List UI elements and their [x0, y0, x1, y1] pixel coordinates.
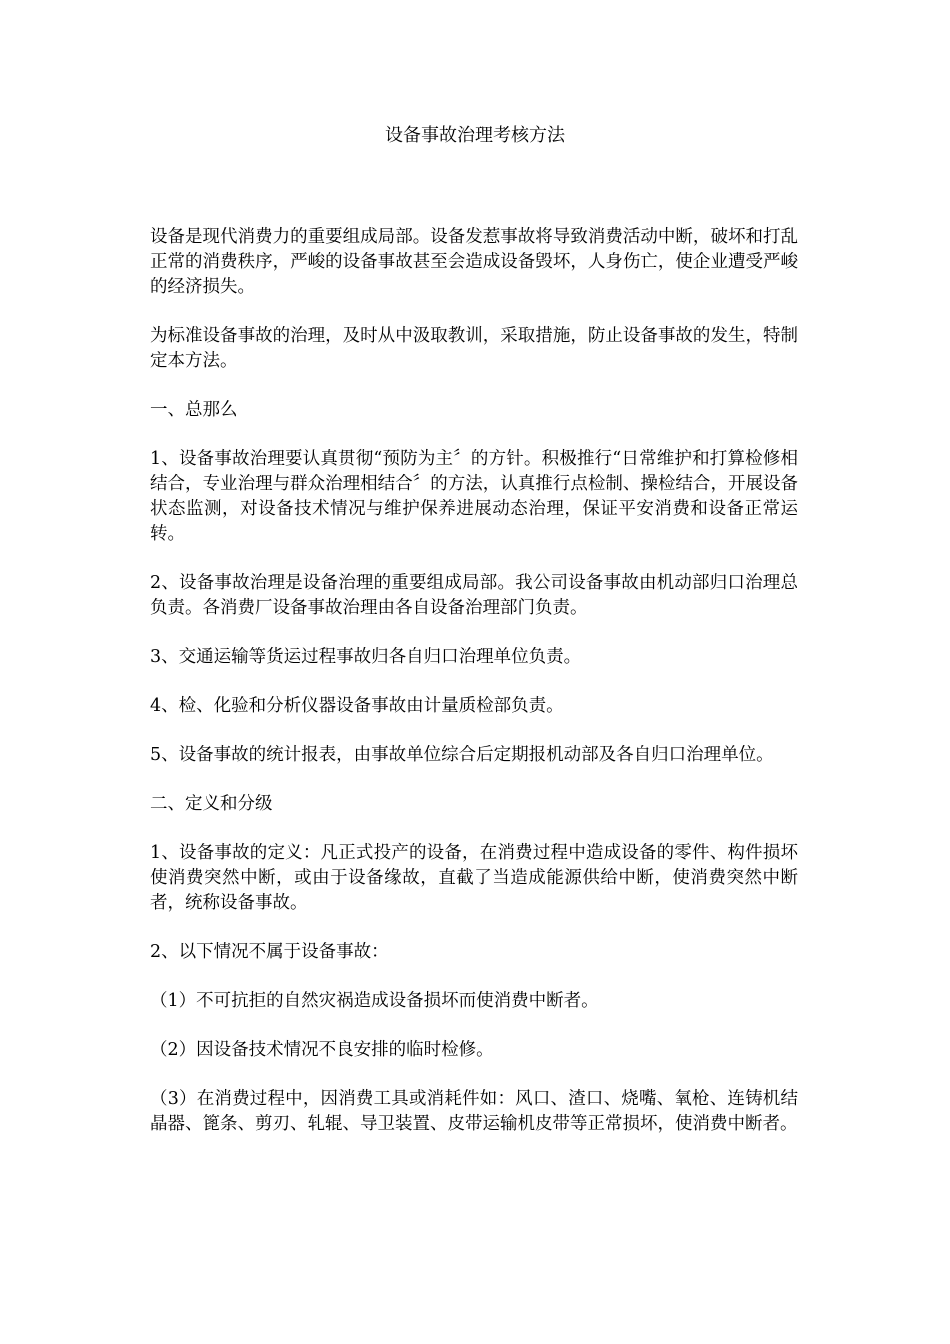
section-heading-general: 一、总那么 — [150, 400, 238, 420]
document-title: 设备事故治理考核方法 — [385, 125, 565, 146]
paragraph-general-4: 4、检、化验和分析仪器设备事故由计量质检部负责。 — [150, 696, 564, 716]
paragraph-general-5: 5、设备事故的统计报表，由事故单位综合后定期报机动部及各自归口治理单位。 — [150, 745, 774, 765]
list-item-exclusion-2: （2）因设备技术情况不良安排的临时检修。 — [150, 1040, 494, 1060]
paragraph-general-2: 2、设备事故治理是设备治理的重要组成局部。我公司设备事故由机动部归口治理总负责。各消费厂设备事故治理由各自设备治理部门负责。 — [150, 573, 798, 618]
section-heading-definition: 二、定义和分级 — [150, 794, 273, 814]
paragraph-general-3: 3、交通运输等货运过程事故归各自归口治理单位负责。 — [150, 647, 582, 667]
list-item-exclusion-1: （1）不可抗拒的自然灾祸造成设备损坏而使消费中断者。 — [150, 991, 599, 1011]
list-item-exclusion-3: （3）在消费过程中，因消费工具或消耗件如：风口、渣口、烧嘴、氧枪、连铸机结晶器、篦条、剪刃、轧辊、导卫装置、皮带运输机皮带等正常损坏，使消费中断者。 — [150, 1089, 798, 1134]
paragraph-intro: 设备是现代消费力的重要组成局部。设备发惹事故将导致消费活动中断，破坏和打乱正常的消费秩序，严峻的设备事故甚至会造成设备毁坏，人身伤亡，使企业遭受严峻的经济损失。 — [150, 227, 798, 297]
paragraph-definition-2: 2、以下情况不属于设备事故： — [150, 942, 389, 962]
paragraph-definition-1: 1、设备事故的定义：凡正式投产的设备，在消费过程中造成设备的零件、构件损坏使消费突然中断，或由于设备缘故，直截了当造成能源供给中断，使消费突然中断者，统称设备事故。 — [150, 843, 798, 913]
document-body — [150, 225, 798, 1161]
paragraph-purpose: 为标准设备事故的治理，及时从中汲取教训，采取措施，防止设备事故的发生，特制定本方法。 — [150, 326, 798, 371]
paragraph-general-1: 1、设备事故治理要认真贯彻“预防为主〞的方针。积极推行“日常维护和打算检修相结合，专业治理与群众治理相结合〞的方法，认真推行点检制、操检结合，开展设备状态监测，对设备技术情况与维护保养进展动态治理，保证平安消费和设备正常运转。 — [150, 449, 798, 544]
